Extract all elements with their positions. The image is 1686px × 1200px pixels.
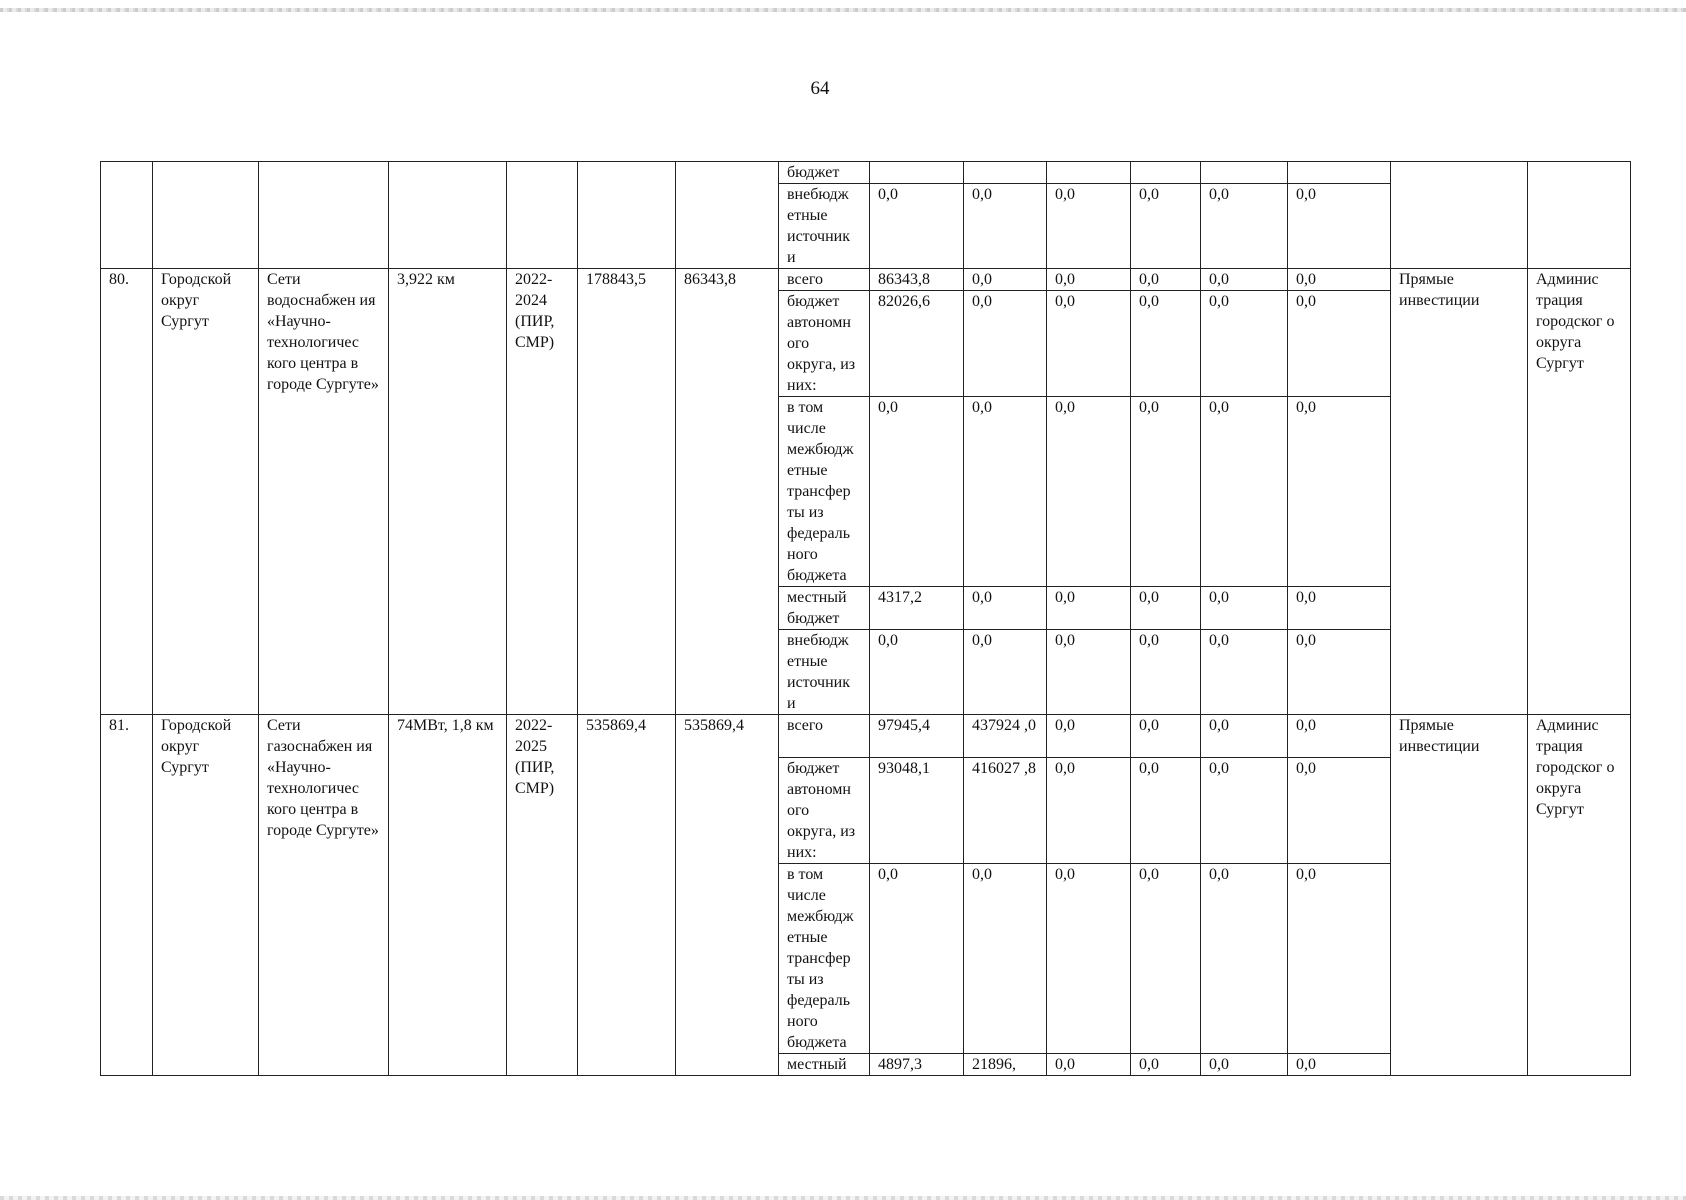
- funding-source-label: всего: [779, 715, 870, 758]
- value-cell: 0,0: [1288, 758, 1391, 864]
- value-cell: 0,0: [1288, 587, 1391, 630]
- value-cell: 0,0: [1131, 864, 1201, 1054]
- value-cell: 4317,2: [870, 587, 964, 630]
- value-cell: [964, 162, 1047, 184]
- value-cell: 0,0: [1047, 715, 1131, 758]
- project-mechanism: Прямые инвестиции: [1391, 715, 1528, 1076]
- cell-empty: [578, 162, 676, 269]
- value-cell: 0,0: [1047, 397, 1131, 587]
- funding-source-label: бюджет автономн ого округа, из них:: [779, 291, 870, 397]
- value-cell: [1047, 162, 1131, 184]
- value-cell: 0,0: [1288, 184, 1391, 269]
- funding-source-label: местный бюджет: [779, 587, 870, 630]
- value-cell: 0,0: [1047, 291, 1131, 397]
- cell-empty: [101, 162, 153, 269]
- scan-edge-bottom: [0, 1196, 1686, 1200]
- value-cell: 0,0: [870, 630, 964, 715]
- value-cell: 86343,8: [870, 269, 964, 291]
- value-cell: 0,0: [1047, 864, 1131, 1054]
- project-municipality: Городской округ Сургут: [153, 715, 259, 1076]
- cell-empty: [259, 162, 389, 269]
- value-cell: 0,0: [964, 184, 1047, 269]
- value-cell: 0,0: [1201, 758, 1288, 864]
- value-cell: 437924 ,0: [964, 715, 1047, 758]
- value-cell: 0,0: [1201, 1054, 1288, 1076]
- project-executor: Админис трация городског о округа Сургут: [1528, 269, 1631, 715]
- project-name: Сети газоснабжен ия «Научно-технологичес кого центра в городе Сургуте»: [259, 715, 389, 1076]
- cell-empty: [153, 162, 259, 269]
- value-cell: [1288, 162, 1391, 184]
- funding-source-label: местный: [779, 1054, 870, 1076]
- value-cell: 82026,6: [870, 291, 964, 397]
- project-executor: Админис трация городског о округа Сургут: [1528, 715, 1631, 1076]
- value-cell: 0,0: [1288, 1054, 1391, 1076]
- value-cell: 0,0: [1131, 587, 1201, 630]
- value-cell: 0,0: [964, 397, 1047, 587]
- value-cell: 0,0: [1131, 269, 1201, 291]
- value-cell: 0,0: [1131, 1054, 1201, 1076]
- scan-edge-top: [0, 8, 1686, 12]
- cell-empty: [389, 162, 507, 269]
- project-capacity: 74МВт, 1,8 км: [389, 715, 507, 1076]
- value-cell: 0,0: [870, 184, 964, 269]
- value-cell: [1131, 162, 1201, 184]
- funding-source-label: внебюдж етные источник и: [779, 184, 870, 269]
- value-cell: 0,0: [1288, 291, 1391, 397]
- project-number: 81.: [101, 715, 153, 1076]
- project-municipality: Городской округ Сургут: [153, 269, 259, 715]
- value-cell: 0,0: [1047, 758, 1131, 864]
- value-cell: 0,0: [1047, 269, 1131, 291]
- funding-source-label: бюджет автономн ого округа, из них:: [779, 758, 870, 864]
- value-cell: 97945,4: [870, 715, 964, 758]
- value-cell: 0,0: [1131, 184, 1201, 269]
- funding-source-label: в том числе межбюдж етные трансфер ты из федераль ного бюджета: [779, 397, 870, 587]
- project-period: 2022-2024 (ПИР, СМР): [507, 269, 578, 715]
- project-capacity: 3,922 км: [389, 269, 507, 715]
- value-cell: 0,0: [1201, 630, 1288, 715]
- value-cell: 0,0: [1201, 587, 1288, 630]
- table-row: [101, 269, 1631, 291]
- funding-source-label: внебюдж етные источник и: [779, 630, 870, 715]
- value-cell: 416027 ,8: [964, 758, 1047, 864]
- value-cell: 21896,: [964, 1054, 1047, 1076]
- value-cell: 0,0: [964, 864, 1047, 1054]
- value-cell: 0,0: [964, 291, 1047, 397]
- value-cell: 0,0: [1201, 184, 1288, 269]
- value-cell: 0,0: [1288, 397, 1391, 587]
- investment-table: [100, 161, 1631, 1076]
- value-cell: 0,0: [1201, 291, 1288, 397]
- project-remaining-cost: 535869,4: [676, 715, 779, 1076]
- funding-source-label: всего: [779, 269, 870, 291]
- value-cell: [870, 162, 964, 184]
- project-estimated-cost: 535869,4: [578, 715, 676, 1076]
- value-cell: 0,0: [964, 269, 1047, 291]
- project-remaining-cost: 86343,8: [676, 269, 779, 715]
- value-cell: 0,0: [1288, 864, 1391, 1054]
- value-cell: 0,0: [1131, 397, 1201, 587]
- funding-source-label: бюджет: [779, 162, 870, 184]
- project-name: Сети водоснабжен ия «Научно-технологичес кого центра в городе Сургуте»: [259, 269, 389, 715]
- value-cell: 0,0: [1201, 715, 1288, 758]
- cell-empty: [507, 162, 578, 269]
- value-cell: 0,0: [964, 630, 1047, 715]
- cell-empty: [1528, 162, 1631, 269]
- value-cell: 0,0: [1201, 397, 1288, 587]
- value-cell: 0,0: [870, 397, 964, 587]
- value-cell: [1201, 162, 1288, 184]
- value-cell: 93048,1: [870, 758, 964, 864]
- value-cell: 0,0: [1288, 630, 1391, 715]
- cell-empty: [1391, 162, 1528, 269]
- value-cell: 0,0: [1047, 184, 1131, 269]
- value-cell: 0,0: [1131, 715, 1201, 758]
- table-row: [101, 162, 1631, 184]
- value-cell: 0,0: [1201, 269, 1288, 291]
- value-cell: 0,0: [1131, 291, 1201, 397]
- project-mechanism: Прямые инвестиции: [1391, 269, 1528, 715]
- value-cell: 0,0: [1047, 630, 1131, 715]
- cell-empty: [676, 162, 779, 269]
- value-cell: 0,0: [1288, 715, 1391, 758]
- value-cell: 4897,3: [870, 1054, 964, 1076]
- funding-source-label: в том числе межбюдж етные трансфер ты из федераль ного бюджета: [779, 864, 870, 1054]
- project-estimated-cost: 178843,5: [578, 269, 676, 715]
- project-period: 2022-2025 (ПИР, СМР): [507, 715, 578, 1076]
- value-cell: 0,0: [1288, 269, 1391, 291]
- value-cell: 0,0: [1201, 864, 1288, 1054]
- value-cell: 0,0: [1131, 630, 1201, 715]
- value-cell: 0,0: [1047, 587, 1131, 630]
- table-row: [101, 715, 1631, 758]
- value-cell: 0,0: [1131, 758, 1201, 864]
- project-number: 80.: [101, 269, 153, 715]
- value-cell: 0,0: [1047, 1054, 1131, 1076]
- value-cell: 0,0: [964, 587, 1047, 630]
- value-cell: 0,0: [870, 864, 964, 1054]
- page-number: 64: [810, 78, 830, 99]
